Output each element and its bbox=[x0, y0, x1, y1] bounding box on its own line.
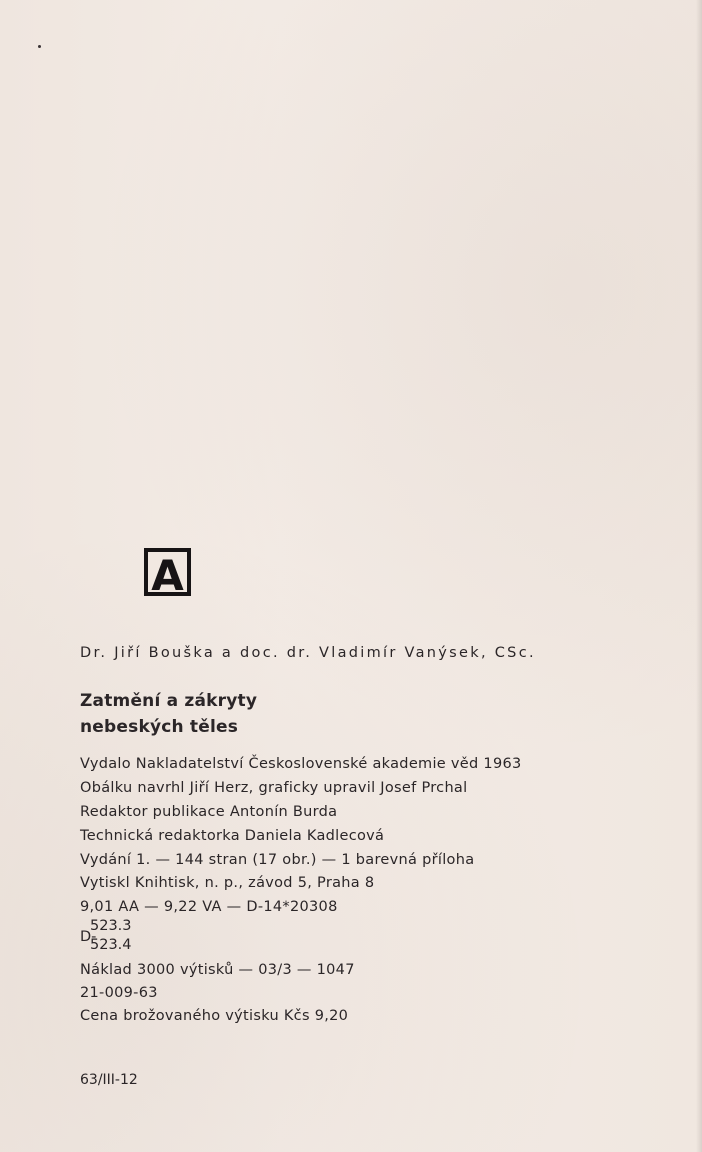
sheets-line: 9,01 AA — 9,22 VA — D-14*20308 bbox=[80, 899, 338, 915]
logo-letter: A bbox=[151, 551, 184, 596]
publication-code: 63/III-12 bbox=[80, 1072, 138, 1088]
edition-line: Vydání 1. — 144 stran (17 obr.) — 1 barevná příloha bbox=[80, 852, 475, 868]
classification-prefix: D- bbox=[80, 929, 97, 945]
price-line: Cena brožovaného výtisku Kčs 9,20 bbox=[80, 1008, 349, 1024]
print-run-line: Náklad 3000 výtisků — 03/3 — 1047 bbox=[80, 962, 355, 978]
book-title-line-2: nebeských těles bbox=[80, 717, 239, 737]
publisher-line: Vydalo Nakladatelství Československé akademie věd 1963 bbox=[80, 756, 522, 772]
page-edge bbox=[696, 0, 702, 1152]
editor-line: Redaktor publikace Antonín Burda bbox=[80, 804, 338, 820]
classification-bottom: 523.4 bbox=[90, 937, 132, 953]
publisher-logo bbox=[144, 548, 191, 596]
classification-block bbox=[80, 918, 180, 958]
classification-top: 523.3 bbox=[90, 918, 132, 934]
paper-speck bbox=[38, 45, 41, 48]
technical-editor-line: Technická redaktorka Daniela Kadlecová bbox=[80, 828, 385, 844]
catalog-number-line: 21-009-63 bbox=[80, 985, 158, 1001]
book-title-line-1: Zatmění a zákryty bbox=[80, 691, 258, 711]
cover-design-line: Obálku navrhl Jiří Herz, graficky upravil Josef Prchal bbox=[80, 780, 468, 796]
printer-line: Vytiskl Knihtisk, n. p., závod 5, Praha 8 bbox=[80, 875, 375, 891]
authors: Dr. Jiří Bouška a doc. dr. Vladimír Vanýsek, CSc. bbox=[80, 645, 536, 661]
